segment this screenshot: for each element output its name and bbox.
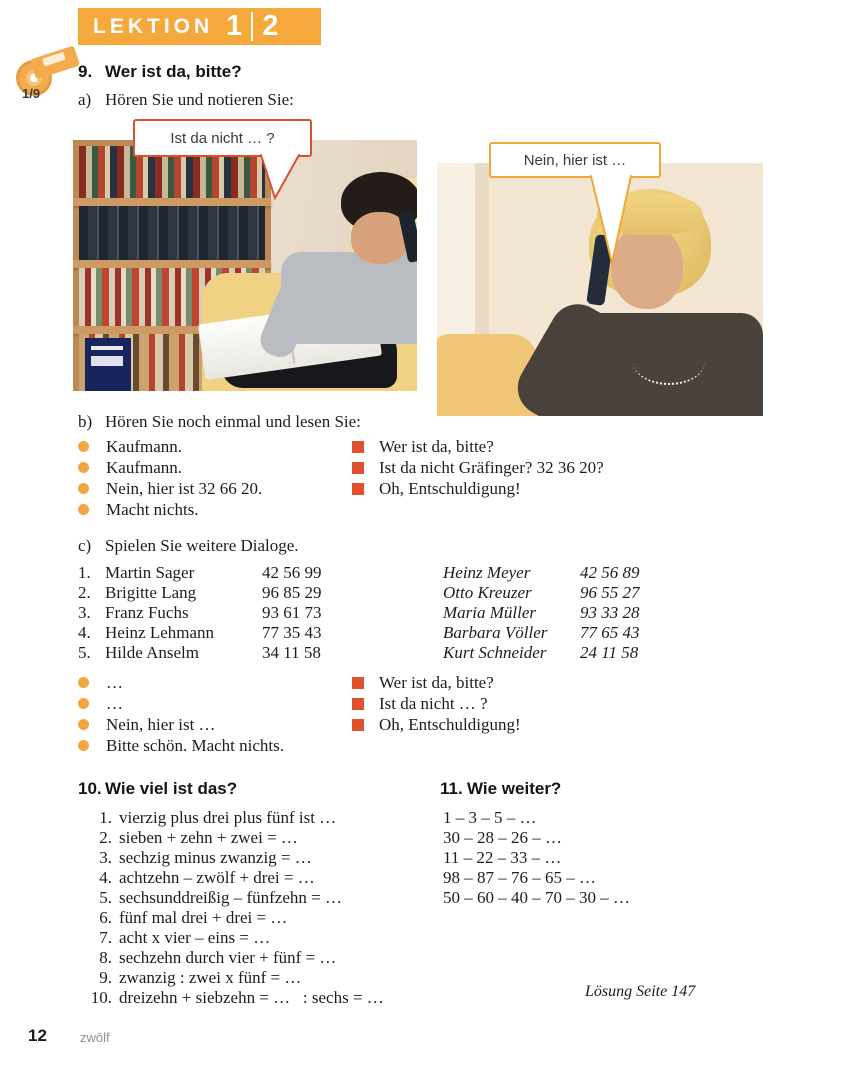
bullet-square-icon — [352, 698, 364, 710]
lesson-number-2: 2 — [262, 10, 279, 42]
number-sequence: 11 – 22 – 33 – … — [443, 848, 562, 867]
contact-name: Heinz Meyer — [443, 563, 531, 582]
item-number: 8. — [99, 948, 112, 967]
exercise9a-label: a) — [78, 90, 92, 109]
contact-phone: 24 11 58 — [580, 643, 639, 662]
contact-name: Otto Kreuzer — [443, 583, 532, 602]
dialog-line — [78, 735, 284, 756]
contact-row — [443, 623, 640, 643]
exercise11-heading — [440, 779, 561, 799]
page-number: 12 — [28, 1026, 47, 1045]
math-item — [84, 868, 384, 888]
contact-phone: 77 35 43 — [262, 623, 322, 642]
dialog-line-text: Ist da nicht Gräfinger? 32 36 20? — [379, 457, 604, 477]
bullet-square-icon — [352, 719, 364, 731]
lesson-label: LEKTION — [93, 14, 214, 38]
dialog-line — [352, 714, 521, 735]
math-item — [84, 908, 384, 928]
banner-divider — [251, 12, 253, 41]
dialog-line — [78, 672, 284, 693]
exercise9a-instruction — [78, 90, 294, 110]
dialog-line — [78, 714, 284, 735]
dialog-line — [352, 457, 604, 478]
contact-name: Heinz Lehmann — [105, 623, 215, 642]
item-number: 4. — [99, 868, 112, 887]
exercise9b-text: Hören Sie noch einmal und lesen Sie: — [105, 412, 361, 431]
bullet-dot-icon — [78, 441, 89, 452]
number-sequence: 1 – 3 – 5 – … — [443, 808, 537, 827]
exercise11-title: Wie weiter? — [467, 779, 562, 798]
dialog-c-caller-lines — [78, 672, 284, 756]
cassette-label-area — [42, 52, 65, 66]
dialog-line-text: Wer ist da, bitte? — [379, 672, 494, 692]
bullet-square-icon — [352, 462, 364, 474]
contact-list-italic — [443, 563, 640, 663]
dialog-line-text: Oh, Entschuldigung! — [379, 478, 521, 498]
solution-note: Lösung Seite 147 — [585, 983, 696, 1000]
contact-number: 4. — [78, 623, 91, 642]
contact-phone: 93 33 28 — [580, 603, 640, 622]
dialog-line — [78, 478, 262, 499]
contact-row — [443, 603, 640, 623]
contact-phone: 93 61 73 — [262, 603, 322, 622]
item-number: 9. — [99, 968, 112, 987]
exercise9-number: 9. — [78, 62, 93, 81]
contact-name: Martin Sager — [105, 563, 195, 582]
contact-name: Franz Fuchs — [105, 603, 189, 622]
exercise9c-text: Spielen Sie weitere Dialoge. — [105, 536, 299, 555]
dialog-line-text: Macht nichts. — [106, 499, 199, 519]
math-item — [84, 828, 384, 848]
contact-name: Brigitte Lang — [105, 583, 197, 602]
shelf-board — [73, 260, 271, 268]
bullet-dot-icon — [78, 740, 89, 751]
dialog-line-text: Bitte schön. Macht nichts. — [106, 735, 285, 755]
dialog-line-text: Nein, hier ist 32 66 20. — [106, 478, 263, 498]
dialog-line-text: Wer ist da, bitte? — [379, 436, 494, 456]
number-sequence: 98 – 87 – 76 – 65 – … — [443, 868, 596, 887]
contact-phone: 42 56 99 — [262, 563, 322, 582]
item-text: sechsunddreißig – fünfzehn = … — [119, 888, 342, 907]
bullet-dot-icon — [78, 719, 89, 730]
lesson-banner — [78, 8, 321, 45]
dialog-b-callee-lines — [352, 436, 604, 499]
bullet-square-icon — [352, 441, 364, 453]
contact-row — [78, 603, 322, 623]
bullet-dot-icon — [78, 698, 89, 709]
dialog-line-text: Kaufmann. — [106, 457, 183, 477]
math-item — [84, 948, 384, 968]
contact-row — [78, 623, 322, 643]
item-number: 7. — [99, 928, 112, 947]
contact-row — [78, 583, 322, 603]
contact-phone: 77 65 43 — [580, 623, 640, 642]
item-text: vierzig plus drei plus fünf ist … — [119, 808, 337, 827]
item-number: 10. — [90, 988, 112, 1007]
page-number-word: zwölf — [80, 1030, 110, 1045]
exercise9c-instruction — [78, 536, 299, 556]
item-number: 1. — [99, 808, 112, 827]
lesson-number-1: 1 — [226, 10, 243, 42]
item-text: achtzehn – zwölf + drei = … — [119, 868, 315, 887]
number-sequence: 30 – 28 – 26 – … — [443, 828, 562, 847]
speech-bubble-callee-text: Nein, hier ist … — [523, 151, 627, 169]
exercise9c-label: c) — [78, 536, 92, 555]
dialog-line-text: … — [106, 672, 123, 692]
contact-row — [78, 563, 322, 583]
contact-row — [443, 583, 640, 603]
contact-phone: 96 55 27 — [580, 583, 640, 602]
speech-bubble-caller — [133, 119, 312, 157]
item-text: acht x vier – eins = … — [119, 928, 271, 947]
bullet-dot-icon — [78, 504, 89, 515]
exercise9a-text: Hören Sie und notieren Sie: — [105, 90, 294, 109]
bullet-dot-icon — [78, 677, 89, 688]
exercise10-number: 10. — [78, 779, 102, 798]
exercise9-title: Wer ist da, bitte? — [105, 62, 242, 81]
large-blue-book — [85, 338, 131, 391]
math-item — [84, 888, 384, 908]
item-number: 2. — [99, 828, 112, 847]
contact-number: 2. — [78, 583, 91, 602]
dialog-line-text: Ist da nicht … ? — [379, 693, 488, 713]
contact-name: Barbara Völler — [443, 623, 548, 642]
book-row — [79, 206, 265, 260]
contact-phone: 34 11 58 — [262, 643, 321, 662]
dialog-c-callee-lines — [352, 672, 521, 735]
exercise11-sequences — [443, 808, 630, 908]
contact-phone: 42 56 89 — [580, 563, 640, 582]
contact-row — [78, 643, 322, 663]
dialog-line — [78, 693, 284, 714]
contact-list-numbered — [78, 563, 322, 663]
dialog-line — [352, 672, 521, 693]
item-text: dreizehn + siebzehn = … : sechs = … — [119, 988, 384, 1007]
item-number: 5. — [99, 888, 112, 907]
contact-number: 3. — [78, 603, 91, 622]
exercise9b-label: b) — [78, 412, 93, 431]
item-text: sechzehn durch vier + fünf = … — [119, 948, 337, 967]
math-item — [84, 928, 384, 948]
contact-name: Hilde Anselm — [105, 643, 199, 662]
number-sequence: 50 – 60 – 40 – 70 – 30 – … — [443, 888, 630, 907]
cassette-icon — [30, 45, 80, 79]
exercise10-title: Wie viel ist das? — [105, 779, 238, 798]
pearl-necklace — [633, 339, 705, 385]
math-item — [84, 988, 384, 1008]
speech-bubble-caller-tail — [258, 154, 302, 200]
item-text: sechzig minus zwanzig = … — [119, 848, 312, 867]
dialog-line — [352, 478, 604, 499]
contact-row — [443, 563, 640, 583]
dialog-line-text: Oh, Entschuldigung! — [379, 714, 521, 734]
audio-track-label: 1/9 — [22, 86, 41, 101]
dialog-line-text: … — [106, 693, 123, 713]
audio-reference — [12, 48, 78, 106]
contact-phone: 96 85 29 — [262, 583, 322, 602]
exercise10-heading — [78, 779, 237, 799]
contact-number: 5. — [78, 643, 91, 662]
contact-number: 1. — [78, 563, 91, 582]
dialog-line — [78, 499, 262, 520]
item-number: 3. — [99, 848, 112, 867]
dialog-line — [352, 693, 521, 714]
item-text: sieben + zehn + zwei = … — [119, 828, 298, 847]
math-item — [84, 848, 384, 868]
photo-man-on-phone — [73, 140, 417, 391]
dialog-line-text: Kaufmann. — [106, 436, 183, 456]
dialog-line-text: Nein, hier ist … — [106, 714, 216, 734]
dialog-line — [352, 436, 604, 457]
exercise11-number: 11. — [440, 779, 463, 798]
exercise9b-instruction — [78, 412, 361, 432]
item-text: zwanzig : zwei x fünf = … — [119, 968, 302, 987]
math-item — [84, 968, 384, 988]
contact-name: Maria Müller — [443, 603, 537, 622]
speech-bubble-caller-text: Ist da nicht … ? — [170, 129, 275, 147]
exercise9-heading — [78, 62, 242, 82]
contact-name: Kurt Schneider — [443, 643, 547, 662]
exercise10-items — [84, 808, 384, 1008]
dialog-line — [78, 436, 262, 457]
item-text: fünf mal drei + drei = … — [119, 908, 288, 927]
bullet-square-icon — [352, 677, 364, 689]
math-item — [84, 808, 384, 828]
contact-row — [443, 643, 640, 663]
dialog-b-caller-lines — [78, 436, 262, 520]
speech-bubble-callee-tail — [588, 175, 634, 267]
dialog-line — [78, 457, 262, 478]
bullet-dot-icon — [78, 483, 89, 494]
shelf-board — [73, 198, 271, 206]
bullet-square-icon — [352, 483, 364, 495]
item-number: 6. — [99, 908, 112, 927]
speech-bubble-callee — [489, 142, 661, 178]
bullet-dot-icon — [78, 462, 89, 473]
